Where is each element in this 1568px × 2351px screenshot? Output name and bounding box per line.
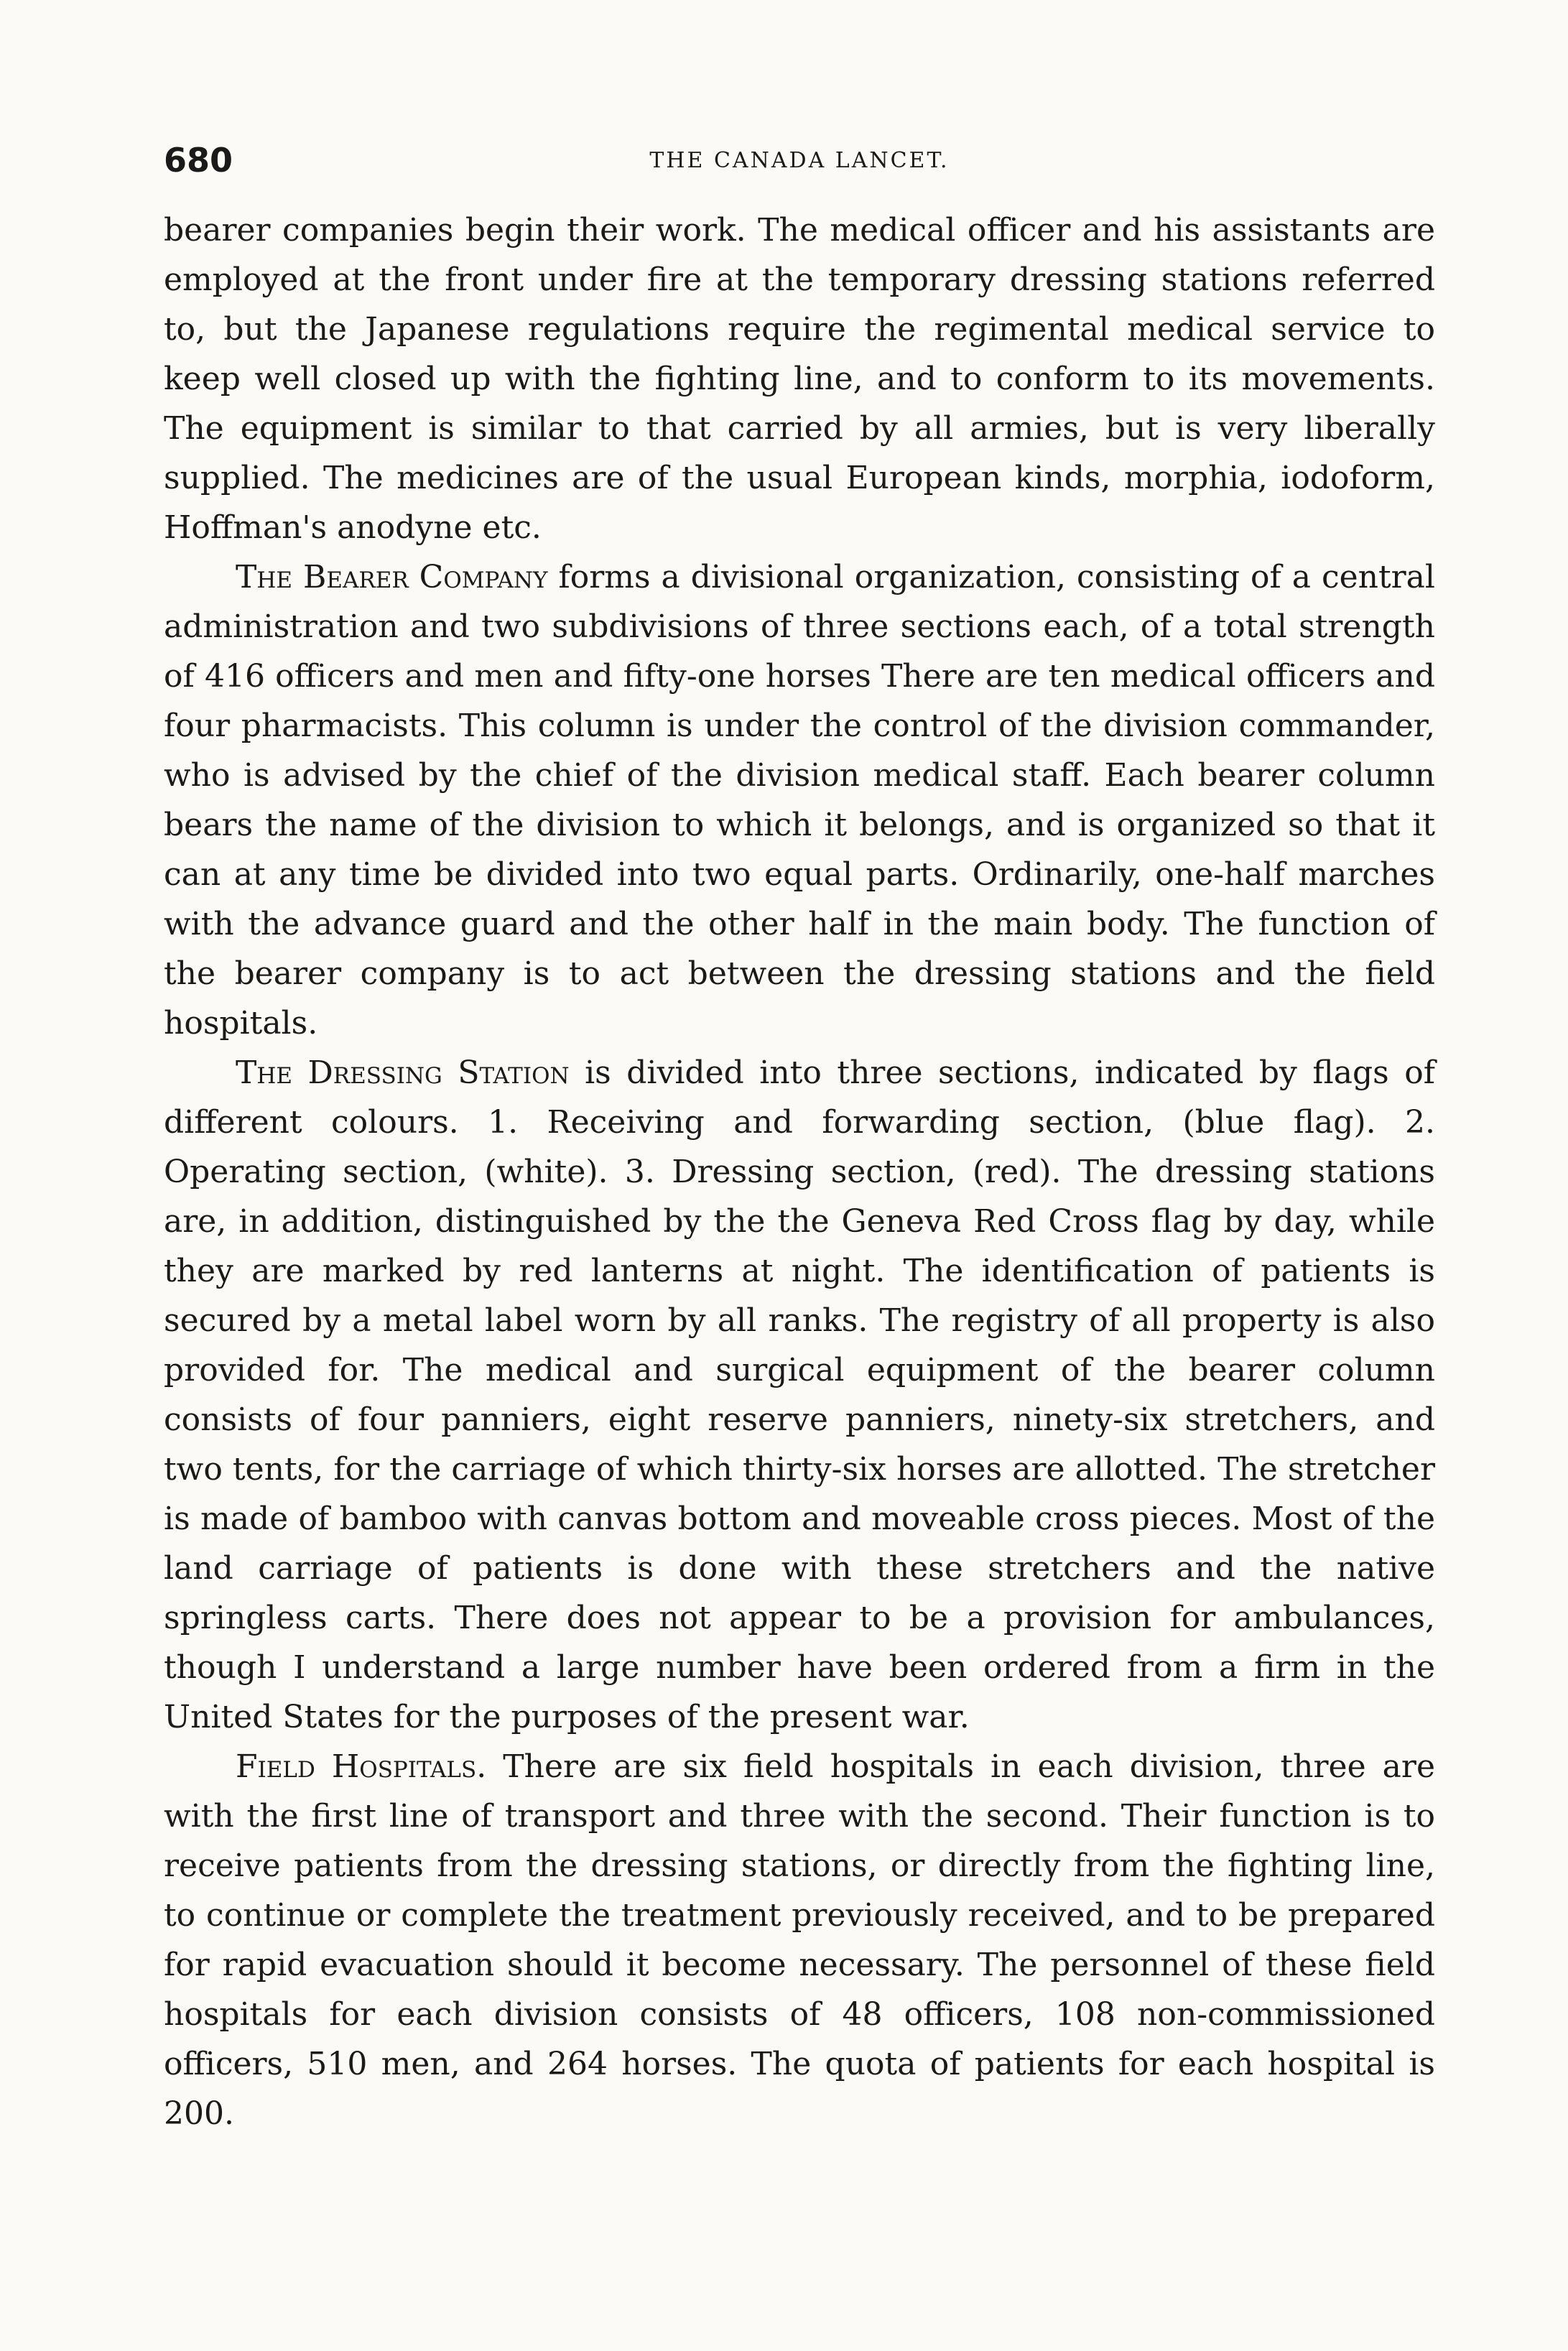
paragraph-dressing-station: [164, 1048, 1435, 1742]
document-page: [164, 141, 1435, 2138]
paragraph-continuation: [164, 205, 1435, 552]
paragraph-bearer-company: [164, 552, 1435, 1048]
paragraph-text: bearer companies begin their work. The medical officer and his assistants are employed at the front under fire at the temporary dressing stations referred to, but the Japanese regulations require the regimental medical service to keep well closed up with the fighting line, and to conform to its movements. The equipment is similar to that carried by all armies, but is very liberally supplied. The medicines are of the usual European kinds, morphia, iodoform, Hoffman's anodyne etc.: [164, 212, 1435, 546]
article-body: [164, 205, 1435, 2138]
paragraph-text: forms a divisional organization, consisting of a central administration and two subdivisions of three sections each, of a total strength of 416 officers and men and fifty-one horses There are ten medical officers and four pharmacists. This column is under the control of the division commander, who is advised by the chief of the division medical staff. Each bearer column bears the name of the division to which it belongs, and is organized so that it can at any time be divided into two equal parts. Ordinarily, one-half marches with the advance guard and the other half in the main body. The function of the bearer company is to act between the dressing stations and the field hospitals.: [164, 559, 1435, 1042]
page-header: [164, 141, 1435, 205]
section-lead-field-hospitals: Field Hospitals.: [236, 1748, 487, 1785]
section-lead-bearer-company: The Bearer Company: [236, 559, 548, 595]
page-number: 680: [164, 141, 233, 180]
section-lead-dressing-station: The Dressing Station: [236, 1054, 570, 1091]
paragraph-field-hospitals: [164, 1742, 1435, 2138]
paragraph-text: is divided into three sections, indicated by flags of different colours. 1. Receiving and forwarding section, (blue flag). 2. Operating section, (white). 3. Dressing section, (red). The dressing stations are, in addition, distinguished by the the Geneva Red Cross flag by day, while they are marked by red lanterns at night. The identification of patients is secured by a metal label worn by all ranks. The registry of all property is also provided for. The medical and surgical equipment of the bearer column consists of four panniers, eight reserve panniers, ninety-six stretchers, and two tents, for the carriage of which thirty-six horses are allotted. The stretcher is made of bamboo with canvas bottom and moveable cross pieces. Most of the land carriage of patients is done with these stretchers and the native springless carts. There does not appear to be a provision for ambulances, though I understand a large number have been ordered from a firm in the United States for the purposes of the present war.: [164, 1054, 1435, 1735]
paragraph-text: There are six field hospitals in each division, three are with the first line of transport and three with the second. Their function is to receive patients from the dressing stations, or directly from the fighting line, to continue or complete the treatment previously received, and to be prepared for rapid evacuation should it become necessary. The personnel of these field hospitals for each division consists of 48 officers, 108 non-commissioned officers, 510 men, and 264 horses. The quota of patients for each hospital is 200.: [164, 1748, 1435, 2132]
running-head: THE CANADA LANCET.: [649, 148, 950, 173]
